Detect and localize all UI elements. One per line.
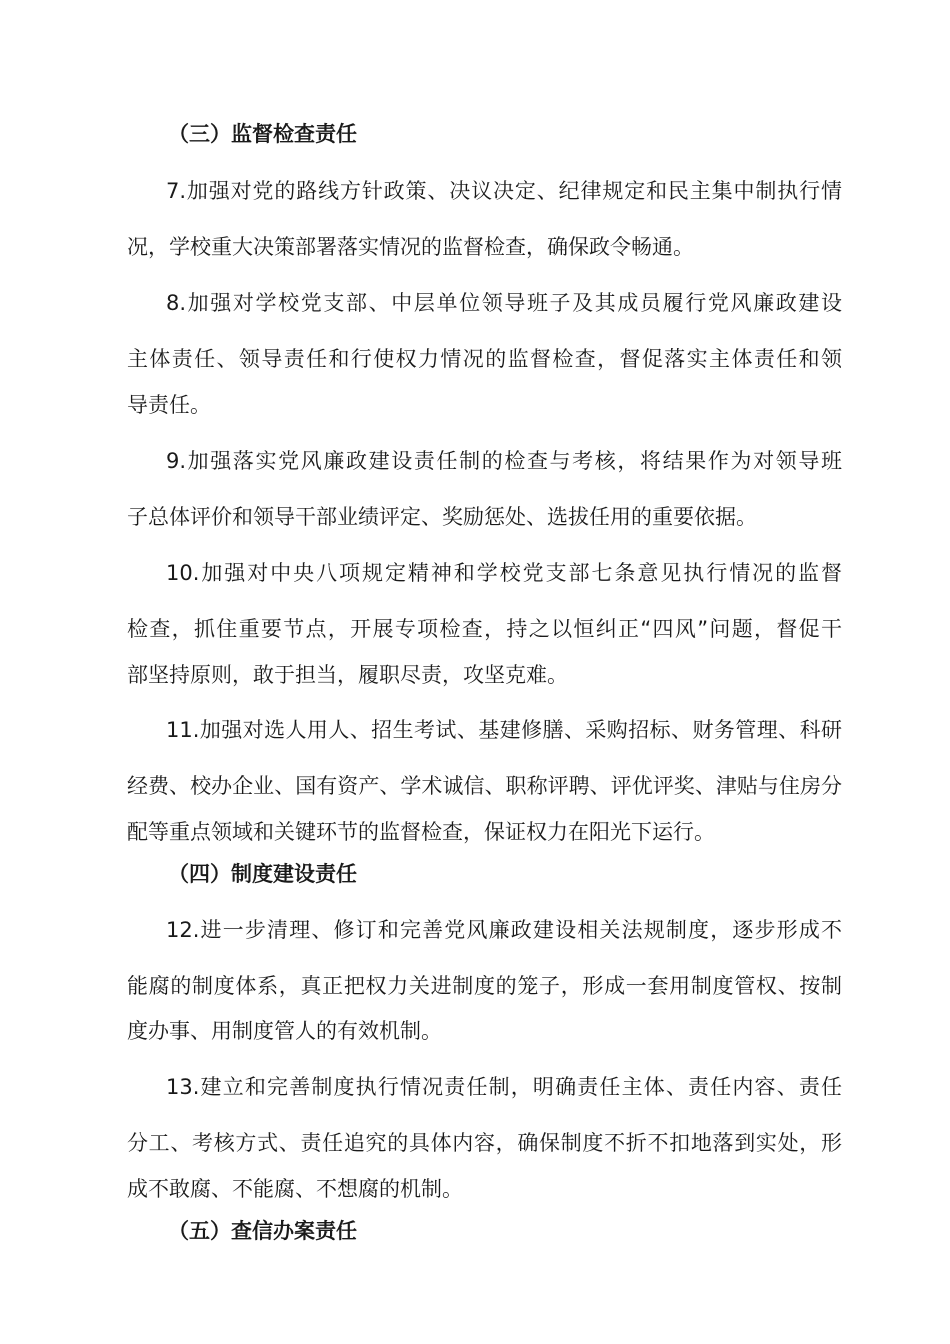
paragraph-12-line-3: 度办事、用制度管人的有效机制。 xyxy=(127,1019,442,1043)
paragraph-9-line-1: 9.加强落实党风廉政建设责任制的检查与考核，将结果作为对领导班 xyxy=(166,449,842,473)
paragraph-7-line-1: 7.加强对党的路线方针政策、决议决定、纪律规定和民主集中制执行情 xyxy=(166,179,842,203)
paragraph-11-line-2: 经费、校办企业、国有资产、学术诚信、职称评聘、评优评奖、津贴与住房分 xyxy=(127,774,842,798)
paragraph-12-line-2: 能腐的制度体系，真正把权力关进制度的笼子，形成一套用制度管权、按制 xyxy=(127,974,842,998)
section-heading-5: （五）查信办案责任 xyxy=(168,1219,357,1243)
paragraph-10-line-1: 10.加强对中央八项规定精神和学校党支部七条意见执行情况的监督 xyxy=(166,561,842,585)
section-heading-4: （四）制度建设责任 xyxy=(168,862,357,886)
paragraph-9-line-2: 子总体评价和领导干部业绩评定、奖励惩处、选拔任用的重要依据。 xyxy=(127,505,757,529)
paragraph-8-line-2: 主体责任、领导责任和行使权力情况的监督检查，督促落实主体责任和领 xyxy=(127,347,842,371)
paragraph-13-line-3: 成不敢腐、不能腐、不想腐的机制。 xyxy=(127,1177,463,1201)
paragraph-12-line-1: 12.进一步清理、修订和完善党风廉政建设相关法规制度，逐步形成不 xyxy=(166,918,842,942)
section-heading-3: （三）监督检查责任 xyxy=(168,122,357,146)
paragraph-13-line-1: 13.建立和完善制度执行情况责任制，明确责任主体、责任内容、责任 xyxy=(166,1075,842,1099)
paragraph-8-line-3: 导责任。 xyxy=(127,393,211,417)
paragraph-8-line-1: 8.加强对学校党支部、中层单位领导班子及其成员履行党风廉政建设 xyxy=(166,291,842,315)
paragraph-11-line-1: 11.加强对选人用人、招生考试、基建修膳、采购招标、财务管理、科研 xyxy=(166,718,842,742)
paragraph-11-line-3: 配等重点领域和关键环节的监督检查，保证权力在阳光下运行。 xyxy=(127,820,715,844)
paragraph-10-line-2: 检查，抓住重要节点，开展专项检查，持之以恒纠正“四风”问题，督促干 xyxy=(127,617,842,641)
paragraph-7-line-2: 况，学校重大决策部署落实情况的监督检查，确保政令畅通。 xyxy=(127,235,694,259)
paragraph-10-line-3: 部坚持原则，敢于担当，履职尽责，攻坚克难。 xyxy=(127,663,568,687)
paragraph-13-line-2: 分工、考核方式、责任追究的具体内容，确保制度不折不扣地落到实处，形 xyxy=(127,1131,842,1155)
